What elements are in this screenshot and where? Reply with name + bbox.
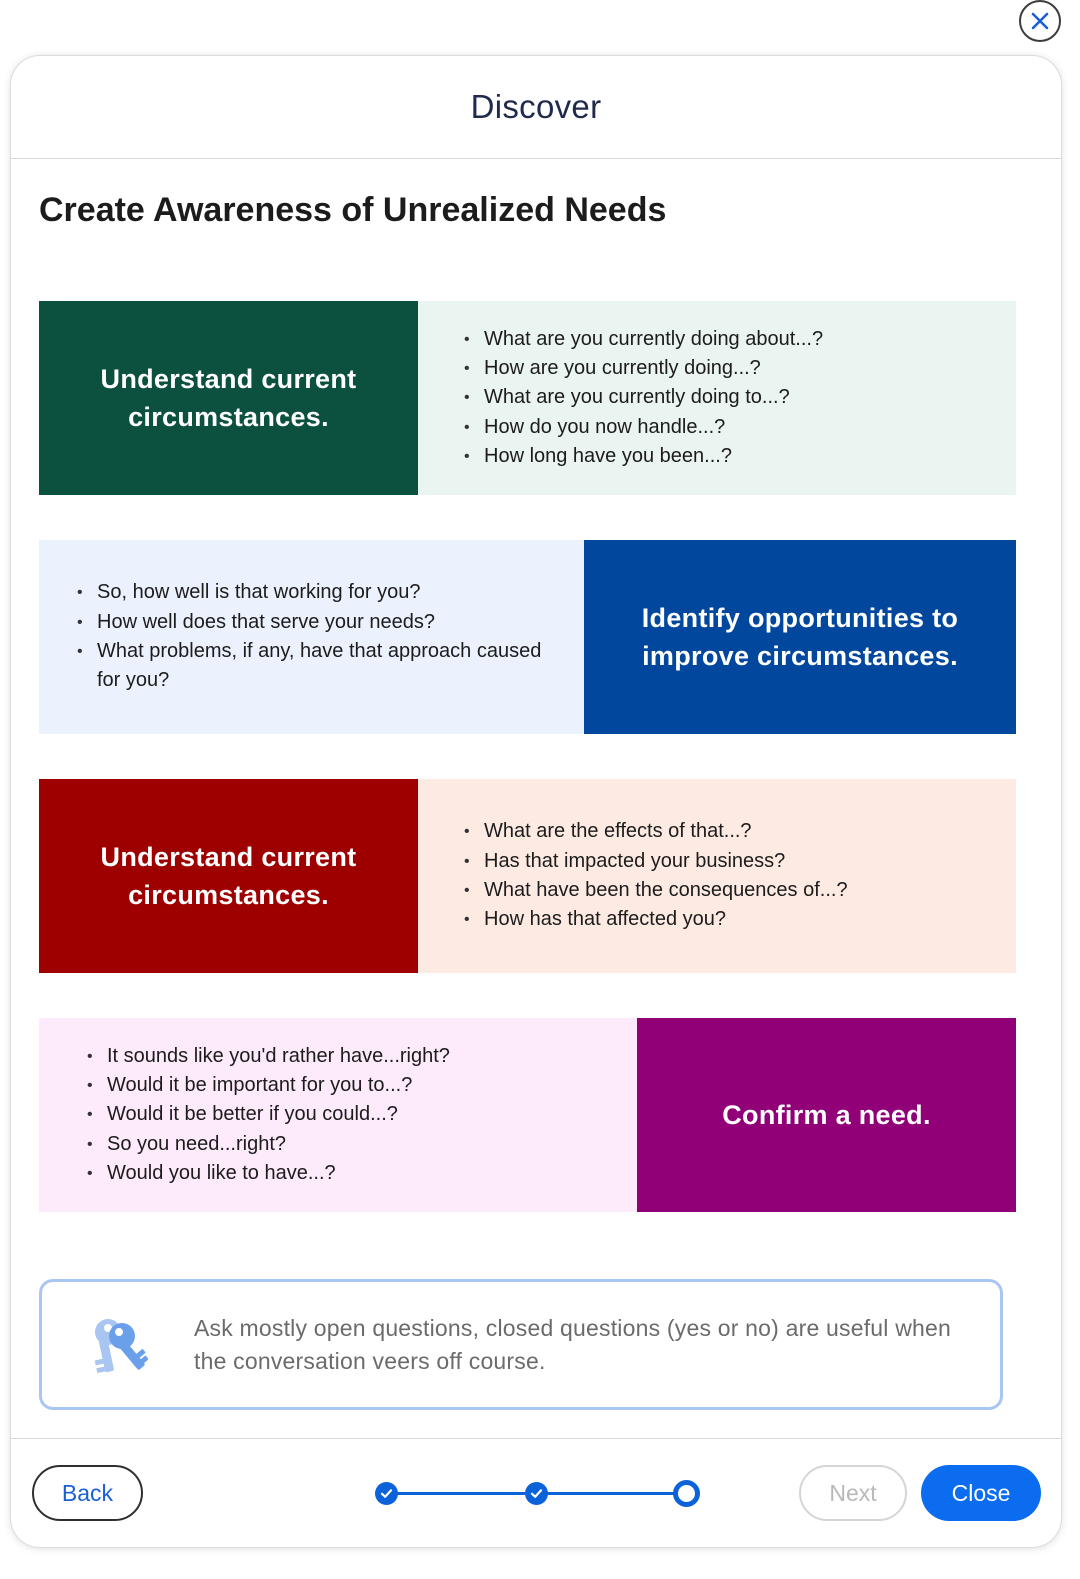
question-item: • How has that affected you? xyxy=(464,905,848,934)
dialog-title: Discover xyxy=(470,88,602,125)
question-item: • What are you currently doing about...? xyxy=(464,325,823,354)
close-button[interactable]: Close xyxy=(921,1465,1041,1521)
step-completed xyxy=(375,1482,398,1505)
question-list xyxy=(39,540,584,734)
question-list xyxy=(418,301,1016,495)
question-item: • It sounds like you'd rather have...right? xyxy=(87,1042,450,1071)
question-item: • What have been the consequences of...? xyxy=(464,876,848,905)
next-button[interactable]: Next xyxy=(799,1465,907,1521)
step-connector xyxy=(397,1492,525,1495)
row-understand-circumstances xyxy=(39,301,1016,495)
question-item: • Would it be better if you could...? xyxy=(87,1100,450,1129)
progress-stepper xyxy=(375,1479,705,1509)
check-icon xyxy=(380,1487,393,1500)
dialog-footer xyxy=(11,1438,1062,1548)
row-label: Confirm a need. xyxy=(637,1018,1016,1212)
dismiss-button[interactable] xyxy=(1019,0,1061,42)
question-item: • Has that impacted your business? xyxy=(464,847,848,876)
back-button[interactable]: Back xyxy=(32,1465,143,1521)
section-title: Create Awareness of Unrealized Needs xyxy=(39,191,667,229)
question-item: • So, how well is that working for you? xyxy=(77,578,557,607)
row-identify-opportunities xyxy=(39,540,1016,734)
question-item: • Would you like to have...? xyxy=(87,1159,450,1188)
question-item: • What problems, if any, have that approach caused for you? xyxy=(77,637,557,696)
tip-text: Ask mostly open questions, closed questions (yes or no) are useful when the conversation veers off course. xyxy=(194,1314,951,1374)
question-item: • How well does that serve your needs? xyxy=(77,608,557,637)
step-completed xyxy=(525,1482,548,1505)
row-label: Identify opportunities to improve circumstances. xyxy=(584,540,1016,734)
question-item: • What are the effects of that...? xyxy=(464,817,848,846)
keys-icon xyxy=(88,1314,148,1376)
dialog-header xyxy=(11,56,1061,159)
question-item: • What are you currently doing to...? xyxy=(464,383,823,412)
row-label: Understand current circumstances. xyxy=(39,779,418,973)
question-list xyxy=(418,779,1016,973)
question-item: • How are you currently doing...? xyxy=(464,354,823,383)
step-current xyxy=(673,1480,700,1507)
row-label: Understand current circumstances. xyxy=(39,301,418,495)
step-connector xyxy=(547,1492,675,1495)
check-icon xyxy=(530,1487,543,1500)
question-item: • Would it be important for you to...? xyxy=(87,1071,450,1100)
discover-dialog xyxy=(10,55,1062,1548)
question-item: • How do you now handle...? xyxy=(464,413,823,442)
row-confirm-need xyxy=(39,1018,1016,1212)
question-list xyxy=(39,1018,637,1212)
row-understand-effects xyxy=(39,779,1016,973)
tip-callout xyxy=(39,1279,1003,1410)
question-item: • How long have you been...? xyxy=(464,442,823,471)
close-icon xyxy=(1030,11,1050,31)
question-item: • So you need...right? xyxy=(87,1130,450,1159)
